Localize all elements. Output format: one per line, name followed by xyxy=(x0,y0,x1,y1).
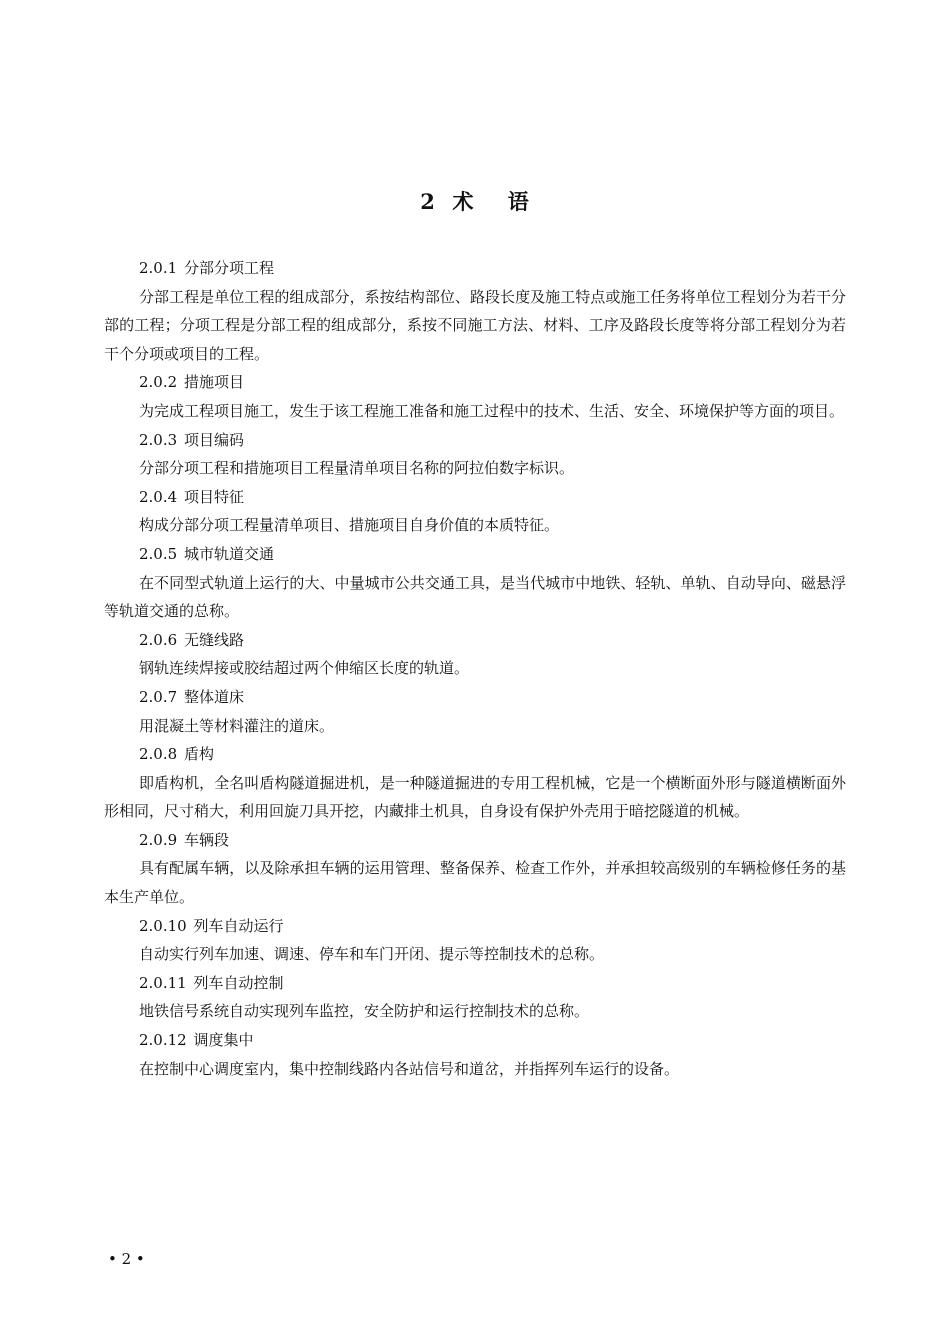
term-definition: 地铁信号系统自动实现列车监控，安全防护和运行控制技术的总称。 xyxy=(139,1002,590,1021)
term-heading xyxy=(104,826,846,855)
term-name: 项目特征 xyxy=(183,487,244,506)
term-heading xyxy=(104,254,846,283)
term-entry xyxy=(104,826,846,912)
term-heading xyxy=(104,912,846,941)
term-definition: 在不同型式轨道上运行的大、中量城市公共交通工具，是当代城市中地铁、轻轨、单轨、自动导向、磁悬浮等轨道交通的总称。 xyxy=(104,573,846,621)
term-entry xyxy=(104,254,846,368)
term-definition: 分部工程是单位工程的组成部分，系按结构部位、路段长度及施工特点或施工任务将单位工程划分为若干分部的工程；分项工程是分部工程的组成部分，系按不同施工方法、材料、工序及路段长度等将分部工程划分为若干个分项或项目的工程。 xyxy=(104,287,846,363)
term-definition: 为完成工程项目施工，发生于该工程施工准备和施工过程中的技术、生活、安全、环境保护等方面的项目。 xyxy=(139,401,845,420)
term-entry xyxy=(104,740,846,826)
term-heading xyxy=(104,969,846,998)
term-entry xyxy=(104,912,846,969)
term-number: 2.0.2 xyxy=(139,373,182,392)
term-number: 2.0.1 xyxy=(139,259,182,277)
term-entry xyxy=(104,540,846,626)
term-number: 2.0.3 xyxy=(139,430,182,449)
term-definition: 钢轨连续焊接或胶结超过两个伸缩区长度的轨道。 xyxy=(139,659,470,678)
term-number: 2.0.5 xyxy=(139,544,182,563)
term-number: 2.0.9 xyxy=(139,830,178,849)
term-heading xyxy=(104,483,846,512)
page-number: • 2 • xyxy=(108,1250,145,1268)
term-heading xyxy=(104,368,846,397)
term-entry xyxy=(104,683,846,740)
term-heading xyxy=(104,540,846,569)
term-number: 2.0.12 xyxy=(139,1031,187,1050)
term-entry xyxy=(104,1026,846,1083)
term-name: 城市轨道交通 xyxy=(183,544,274,563)
term-entry xyxy=(104,969,846,1026)
terms-list xyxy=(104,254,846,1083)
term-heading xyxy=(104,1026,846,1055)
term-definition: 即盾构机，全名叫盾构隧道掘进机，是一种隧道掘进的专用工程机械，它是一个横断面外形与隧道横断面外形相同，尺寸稍大，利用回旋刀具开挖，内藏排土机具，自身设有保护外壳用于暗挖隧道的机械。 xyxy=(104,773,846,821)
term-number: 2.0.6 xyxy=(139,630,182,649)
term-number: 2.0.4 xyxy=(139,487,182,506)
term-definition: 具有配属车辆，以及除承担车辆的运用管理、整备保养、检查工作外，并承担较高级别的车辆检修任务的基本生产单位。 xyxy=(104,859,846,907)
term-name: 列车自动控制 xyxy=(193,973,284,992)
term-number: 2.0.10 xyxy=(139,916,187,935)
term-name: 无缝线路 xyxy=(183,630,244,649)
term-name: 整体道床 xyxy=(183,687,244,706)
term-entry xyxy=(104,368,846,425)
term-heading xyxy=(104,626,846,655)
term-name: 车辆段 xyxy=(183,830,229,849)
term-name: 调度集中 xyxy=(193,1031,254,1050)
term-number: 2.0.11 xyxy=(139,973,187,992)
term-name: 措施项目 xyxy=(183,373,244,392)
term-heading xyxy=(104,740,846,769)
term-definition: 在控制中心调度室内，集中控制线路内各站信号和道岔，并指挥列车运行的设备。 xyxy=(139,1059,680,1078)
term-name: 列车自动运行 xyxy=(193,916,284,935)
chapter-title: 2 术 语 xyxy=(420,189,530,214)
term-definition: 自动实行列车加速、调速、停车和车门开闭、提示等控制技术的总称。 xyxy=(139,945,605,964)
term-name: 盾构 xyxy=(183,745,214,764)
term-entry xyxy=(104,426,846,483)
term-name: 分部分项工程 xyxy=(183,259,274,277)
term-entry xyxy=(104,626,846,683)
term-heading xyxy=(104,426,846,455)
term-number: 2.0.7 xyxy=(139,687,178,706)
term-definition: 构成分部分项工程量清单项目、措施项目自身价值的本质特征。 xyxy=(139,516,560,535)
term-heading xyxy=(104,683,846,712)
term-definition: 用混凝土等材料灌注的道床。 xyxy=(139,716,335,735)
term-number: 2.0.8 xyxy=(139,745,178,764)
term-definition: 分部分项工程和措施项目工程量清单项目名称的阿拉伯数字标识。 xyxy=(139,459,575,478)
term-name: 项目编码 xyxy=(183,430,244,449)
term-entry xyxy=(104,483,846,540)
